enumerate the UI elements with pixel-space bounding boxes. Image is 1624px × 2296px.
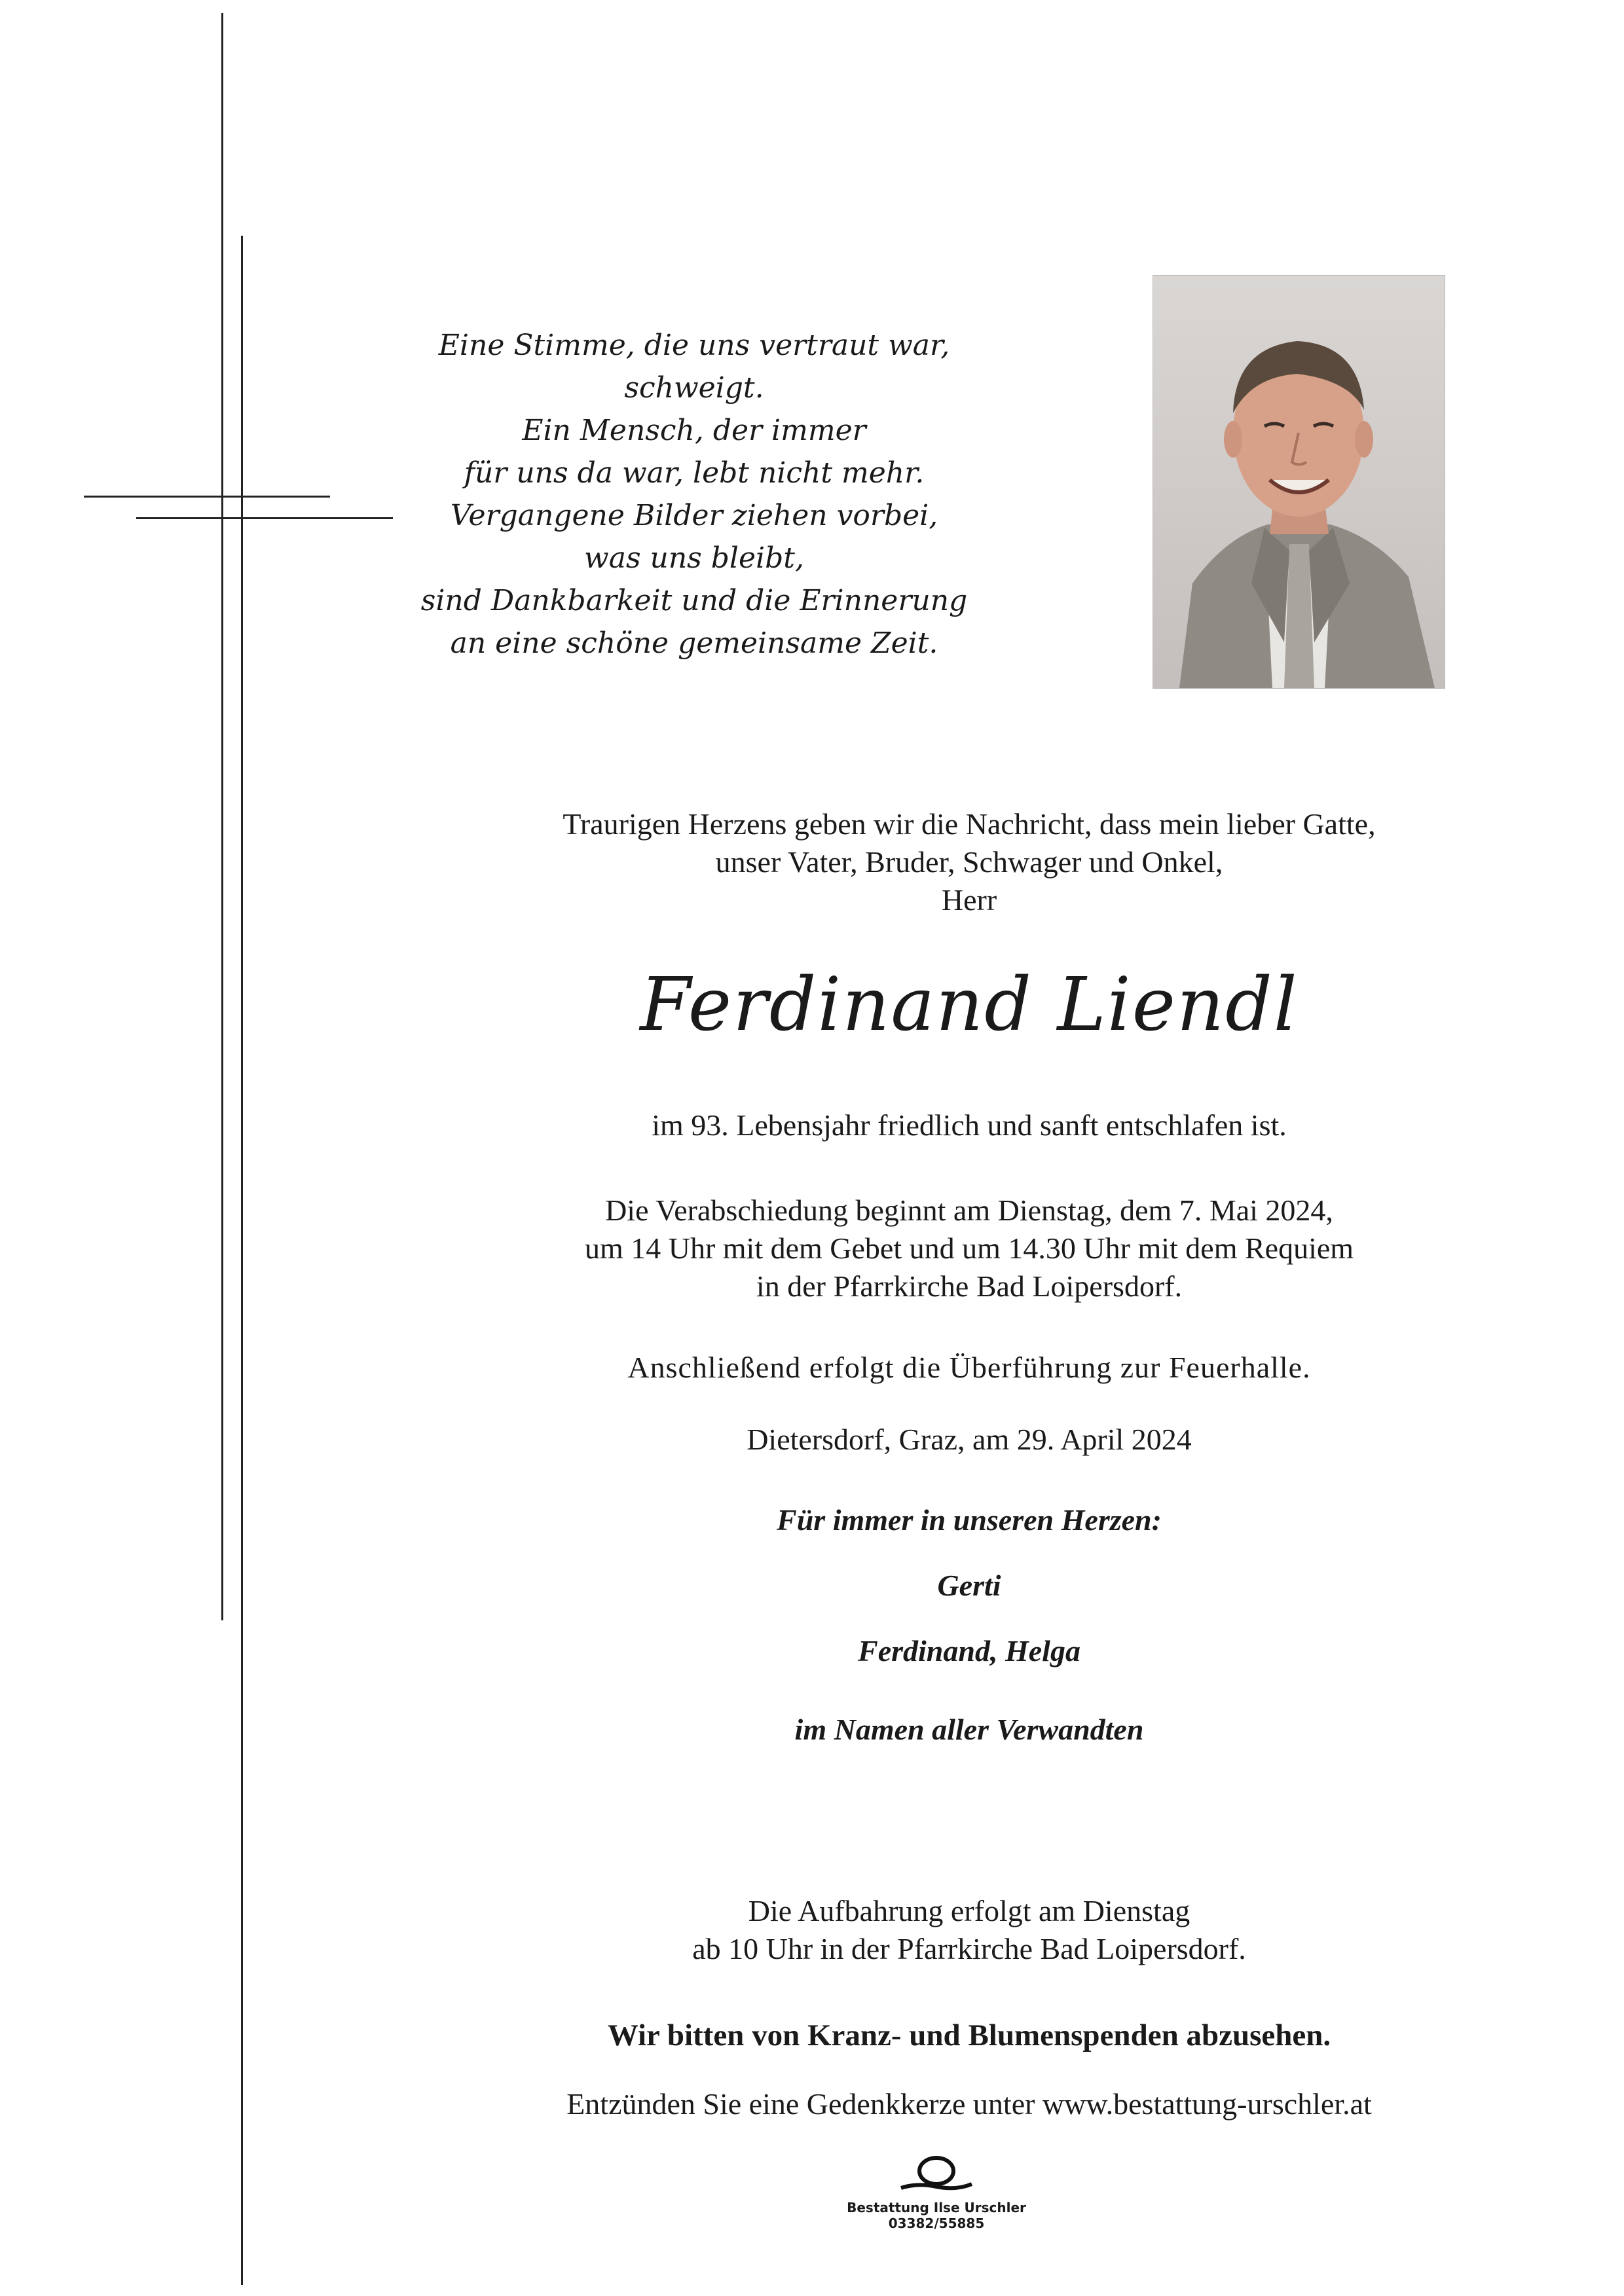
portrait-photo (1153, 275, 1445, 689)
announcement-intro (471, 805, 1467, 919)
poem-line: was uns bleibt, (584, 541, 804, 575)
viewing-info (471, 1892, 1467, 1968)
poem-line: Ein Mensch, der immer (522, 414, 866, 447)
mourner-name: Gerti (937, 1569, 1001, 1602)
farewell-line: in der Pfarrkirche Bad Loipersdorf. (756, 1269, 1183, 1303)
deceased-name: Ferdinand Liendl (640, 962, 1299, 1048)
poem-line: für uns da war, lebt nicht mehr. (464, 456, 925, 490)
cross-vertical-right (241, 236, 243, 2285)
poem-line: schweigt. (624, 371, 764, 405)
no-flowers-request: Wir bitten von Kranz- und Blumenspenden abzusehen. (607, 2018, 1331, 2052)
poem-line: sind Dankbarkeit und die Erinnerung (420, 584, 968, 617)
age-line: im 93. Lebensjahr friedlich und sanft entschlafen ist. (652, 1108, 1287, 1142)
mourners-heading: Für immer in unseren Herzen: (777, 1503, 1162, 1537)
viewing-line: Die Aufbahrung erfolgt am Dienstag (748, 1894, 1190, 1927)
portrait-illustration (1153, 276, 1445, 688)
intro-line: Traurigen Herzens geben wir die Nachricht, dass mein lieber Gatte, (563, 807, 1376, 841)
funeral-home-logo-text (805, 2200, 1067, 2231)
farewell-info (471, 1192, 1467, 1305)
funeral-home-logo-icon (897, 2154, 976, 2195)
mourner-name: im Namen aller Verwandten (794, 1713, 1144, 1746)
company-phone: 03382/55885 (888, 2215, 985, 2231)
poem-line: Eine Stimme, die uns vertraut war, (438, 329, 950, 362)
intro-line: unser Vater, Bruder, Schwager und Onkel, (715, 845, 1223, 879)
company-name: Bestattung Ilse Urschler (847, 2200, 1026, 2215)
intro-line: Herr (941, 883, 997, 917)
viewing-line: ab 10 Uhr in der Pfarrkirche Bad Loipersdorf. (692, 1932, 1246, 1965)
cross-vertical-left (221, 13, 223, 1620)
transfer-line: Anschließend erfolgt die Überführung zur Feuerhalle. (627, 1351, 1311, 1384)
poem-line: Vergangene Bilder ziehen vorbei, (450, 499, 938, 532)
farewell-line: Die Verabschiedung beginnt am Dienstag, dem 7. Mai 2024, (605, 1194, 1333, 1227)
poem (367, 324, 1022, 665)
farewell-line: um 14 Uhr mit dem Gebet und um 14.30 Uhr mit dem Requiem (584, 1231, 1354, 1265)
place-date: Dietersdorf, Graz, am 29. April 2024 (747, 1423, 1192, 1456)
cross-horizontal-bottom (136, 517, 393, 519)
mourner-name: Ferdinand, Helga (858, 1634, 1080, 1667)
poem-line: an eine schöne gemeinsame Zeit. (450, 627, 938, 660)
candle-note: Entzünden Sie eine Gedenkkerze unter www.bestattung-urschler.at (566, 2087, 1372, 2121)
cross-horizontal-top (84, 496, 330, 498)
